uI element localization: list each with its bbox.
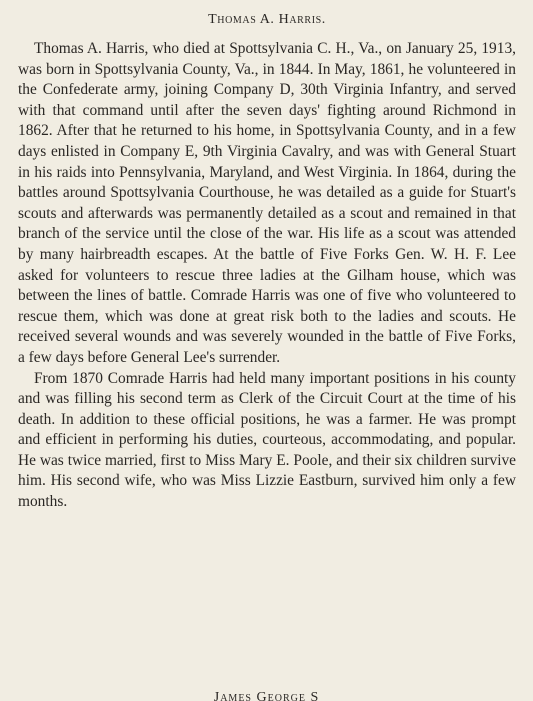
next-heading-fragment: James George S — [213, 690, 320, 701]
document-page — [18, 10, 516, 513]
obituary-heading: Thomas A. Harris. — [208, 12, 326, 27]
obituary-paragraph-2: From 1870 Comrade Harris had held many important positions in his county and was filling his second term as Clerk of the Circuit Court at the time of his death. In addition to these official positions, he was a farmer. He was prompt and efficient in performing his duties, courteous, accommodating, and popular. He was twice married, first to Miss Mary E. Poole, and their six children survive him. His second wife, who was Miss Lizzie Eastburn, survived him only a few months. — [18, 369, 516, 511]
obituary-paragraph-1: Thomas A. Harris, who died at Spottsylvania C. H., Va., on January 25, 1913, was born in Spottsylvania County, Va., in 1844. In May, 1861, he volunteered in the Confederate army, joining Company D, 30th Virginia Infantry, and served with that command until after the seven days' fighting around Richmond in 1862. After that he returned to his home, in Spottsylvania County, and in a few days enlisted in Company E, 9th Virginia Cavalry, and was with General Stuart in his raids into Pennsylvania, Maryland, and West Virginia. In 1864, during the battles around Spottsylvania Courthouse, he was detailed as a guide for Stuart's scouts and afterwards was permanently detailed as a scout and remained in that branch of the service until the close of the war. His life as a scout was attended by many hairbreadth escapes. At the battle of Five Forks Gen. W. H. F. Lee asked for volunteers to rescue three ladies at the Gilham house, which was between the lines of battle. Comrade Harris was one of five who volunteered to rescue them, which was done at great risk both to the ladies and scouts. He received several wounds and was severely wounded in the battle of Five Forks, a few days before General Lee's surrender. — [18, 40, 516, 366]
